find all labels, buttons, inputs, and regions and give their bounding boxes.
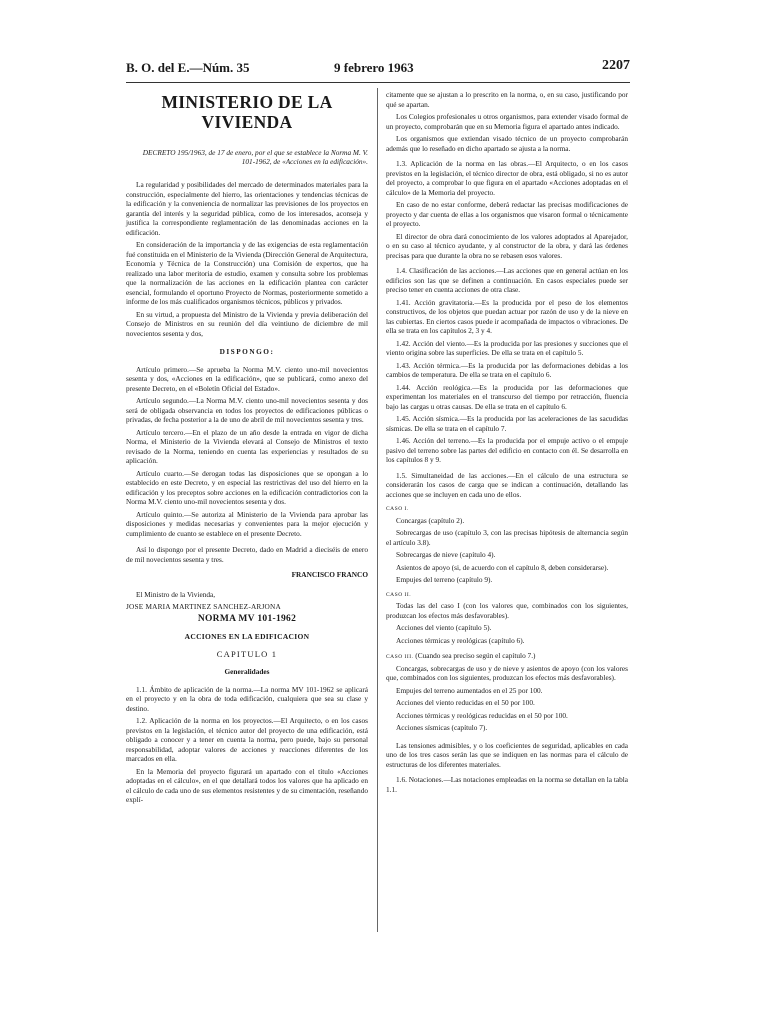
case-item: Acciones térmicas y reológicas reducidas en el 50 por 100. (396, 710, 568, 720)
case-item: Concargas, sobrecargas de uso y de nieve y asientos de apoyo (con los valores que, combinados con los siguientes, produzcan los efectos más desfavorables). (386, 663, 628, 682)
body-paragraph: En caso de no estar conforme, deberá redactar las precisas modificaciones de proyecto y dar cuenta de ellas a los organismos que visaron formal o técnicamente el proyecto. (386, 200, 628, 228)
body-paragraph: 1.41. Acción gravitatoria.—Es la producida por el peso de los elementos constructivos, de los objetos que puedan actuar por razón de uso y de la nieve en las cubiertas. En ciertos casos puede ir acompañada de impactos o vibraciones. De ella se trata en los capítulos 2, 3 y 4. (386, 297, 628, 335)
intro-paragraph: En su virtud, a propuesta del Ministro de la Vivienda y previa deliberación del Consejo de Ministros en su reunión del día veintiuno de diciembre de mil novecientos sesenta y dos, (126, 309, 368, 338)
body-paragraph: El director de obra dará conocimiento de los valores adoptados al Aparejador, o en su caso al técnico ayudante, y al constructor de la obra, y dará las órdenes precisas para que durante la obra no se rebasen esos valores. (386, 231, 628, 260)
article-paragraph: Artículo cuarto.—Se derogan todas las disposiciones que se opongan a lo establecido en este Decreto, y en especial las restrictivas del uso del hierro en la edificación y los preceptos sobre acciones en la edificación contradictorios con la Norma M.V. ciento uno-mil novecientos sesenta y dos. (126, 468, 368, 506)
case-item: Empujes del terreno (capítulo 9). (396, 575, 493, 584)
norma-paragraph: 1.1. Ámbito de aplicación de la norma.—La norma MV 101-1962 se aplicará en el proyecto y en la obra de toda edificación, cualquiera que sea su clase y destino. (126, 684, 368, 713)
article-paragraph: Artículo quinto.—Se autoriza al Ministerio de la Vivienda para aprobar las disposiciones y medidas necesarias y convenientes para la mejor ejecución y cumplimiento de cuanto se establece en el presente Decreto. (126, 509, 368, 538)
article-paragraph: Artículo primero.—Se aprueba la Norma M.V. ciento uno-mil novecientos sesenta y dos, «Acciones en la edificación», que se publicará, como anexo del presente Decreto, en el «Boletín Oficial del Estado». (126, 364, 368, 393)
closing-paragraph: Así lo dispongo por el presente Decreto, dado en Madrid a dieciséis de enero de mil novecientos sesenta y tres. (126, 545, 368, 564)
minister-title: El Ministro de la Vivienda, (136, 589, 216, 599)
norma-paragraph: 1.2. Aplicación de la norma en los proyectos.—El Arquitecto, o en los casos previstos en la legislación, el técnico autor del proyecto de una edificación, está obligado a conocer y a tener en cuenta la norma, pero puede, bajo su personal responsabilidad, adoptar valores de acciones y reacciones diferentes de los marcados en ella. (126, 716, 368, 763)
body-paragraph: 1.6. Notaciones.—Las notaciones empleadas en la norma se detallan en la tabla 1.1. (386, 775, 628, 794)
body-paragraph: 1.5. Simultaneidad de las acciones.—En el cálculo de una estructura se considerarán los casos de carga que se indican a continuación, detallando las acciones que se incluyen en cada uno de ellos. (386, 470, 628, 499)
minister-name: JOSE MARIA MARTINEZ SANCHEZ-ARJONA (126, 602, 281, 611)
case-item: Sobrecargas de uso (capítulo 3, con las precisas hipótesis de alternancia según el artículo 3.8). (386, 528, 628, 547)
body-paragraph: 1.46. Acción del terreno.—Es la producida por el empuje activo o el empuje pasivo del terreno sobre las partes del edificio en contacto con él. Se desarrolla en los capítulos 8 y 9. (386, 436, 628, 464)
article-paragraph: Artículo segundo.—La Norma M.V. ciento uno-mil novecientos sesenta y dos será de obligada observancia en todos los proyectos de edificaciones públicas o privadas, de fecha posterior a la de uno de abril de mil novecientos sesenta y tres. (126, 396, 368, 424)
case-item: Todas las del caso I (con los valores que, combinados con los siguientes, produzcan los efectos más desfavorables). (386, 601, 628, 620)
header-rule (126, 82, 630, 83)
case-label: CASO II. (386, 591, 412, 598)
intro-paragraph: En consideración de la importancia y de las exigencias de esta reglamentación fué constituida en el Ministerio de la Vivienda (Dirección General de Arquitectura, Economía y Técnica de la Construcción) una Comisión de expertos, que ha realizado una labor meritoria de estudio, examen y consulta sobre los problemas que la normalización de las acciones en la edificación plantea con carácter esencial, formulando el oportuno Proyecto de Normas, posteriormente sometido a informe de los más cualificados organismos técnicos, públicos y privados. (126, 240, 368, 306)
body-paragraph: Las tensiones admisibles, y o los coeficientes de seguridad, aplicables en cada uno de los tres casos serán las que se indiquen en las normas para el cálculo de estructuras de los diferentes materiales. (386, 740, 628, 769)
case-item: Sobrecargas de nieve (capítulo 4). (396, 550, 496, 559)
acciones-title: ACCIONES EN LA EDIFICACION (184, 632, 310, 641)
body-paragraph: 1.45. Acción sísmica.—Es la producida por las aceleraciones de las sacudidas sísmicas. De ella se trata en el capítulo 7. (386, 414, 628, 433)
case-item: Asientos de apoyo (si, de acuerdo con el capítulo 8, deben considerarse). (396, 562, 609, 572)
case-item: Concargas (capítulo 2). (396, 515, 465, 525)
article-paragraph: Artículo tercero.—En el plazo de un año desde la entrada en vigor de dicha Norma, el Ministerio de la Vivienda elevará al Consejo de Ministros el texto revisado de la Norma, teniendo en cuenta las experiencias y resultados de su aplicación. (126, 427, 368, 465)
case-item: Acciones sísmicas (capítulo 7). (396, 723, 488, 732)
signer-name: FRANCISCO FRANCO (291, 570, 368, 579)
case-intro: (Cuando sea preciso según el capítulo 7.) (415, 651, 536, 660)
page-number: 2207 (602, 58, 630, 73)
case-item: Acciones térmicas y reológicas (capítulo 6). (396, 635, 525, 645)
decree-title: DECRETO 195/1963, de 17 de enero, por el que se establece la Norma M. V. 101-1962, de «Acciones en la edificación». (142, 148, 368, 166)
ministry-heading: MINISTERIO DE LA VIVIENDA (161, 92, 333, 132)
body-paragraph: Los organismos que extiendan visado técnico de un proyecto comprobarán además que lo reseñado en dicho apartado se ajusta a la norma. (386, 134, 628, 153)
body-paragraph: Los Colegios profesionales u otros organismos, para extender visado formal de un proyecto, comprobarán que en su Memoria figura el apartado antes indicado. (386, 112, 628, 131)
norma-title: NORMA MV 101-1962 (197, 613, 297, 624)
left-column (126, 90, 368, 808)
case-label (386, 651, 628, 663)
chapter-title: CAPITULO 1 (216, 648, 278, 659)
publication-date: 9 febrero 1963 (334, 60, 414, 75)
column-divider (377, 88, 378, 932)
body-paragraph: 1.42. Acción del viento.—Es la producida por las presiones y succiones que el viento origina sobre las superficies. De ella se trata en el capítulo 5. (386, 338, 628, 357)
body-paragraph: citamente que se ajustan a lo prescrito en la norma, o, en su caso, justificando por qué se apartan. (386, 90, 628, 109)
case-item: Acciones del viento reducidas en el 50 por 100. (396, 698, 535, 707)
norma-paragraph: En la Memoria del proyecto figurará un apartado con el título «Acciones adoptadas en el cálculo», en el que detallará todos los valores que ha aplicado en el cálculo de cada uno de sus elementos resistentes y de su cimentación, reseñando explí- (126, 766, 368, 804)
case-label-text: CASO III. (386, 654, 414, 660)
page-header (126, 58, 630, 82)
body-paragraph: 1.4. Clasificación de las acciones.—Las acciones que en general actúan en los edificios son las que se definen a continuación. En casos especiales puede ser preciso tener en cuenta acciones de otra clase. (386, 266, 628, 294)
publication-name: B. O. del E.—Núm. 35 (126, 60, 250, 75)
body-paragraph: 1.43. Acción térmica.—Es la producida por las deformaciones debidas a los cambios de temperatura. De ella se trata en el capítulo 6. (386, 360, 628, 379)
body-paragraph: 1.3. Aplicación de la norma en las obras.—El Arquitecto, o en los casos previstos en la legislación, el técnico director de obra, está obligado, si no es autor del proyecto, a comprobar lo que figura en el apartado «Acciones adoptadas en el cálculo» de la Memoria del proyecto. (386, 159, 628, 197)
intro-paragraph: La regularidad y posibilidades del mercado de determinados materiales para la construcción, especialmente del hierro, las orientaciones y tendencias técnicas de la edificación y la conveniencia de normalizar las previsiones de los proyectos en garantía del interés y la seguridad pública, como de los interesados, aconseja y justifica la correspondiente reglamentación de las denominadas acciones en la edificación. (126, 180, 368, 237)
case-label: CASO I. (386, 506, 409, 512)
dispongo-heading: DISPONGO: (219, 347, 275, 356)
case-item: Acciones del viento (capítulo 5). (396, 623, 492, 632)
case-item: Empujes del terreno aumentados en el 25 por 100. (396, 685, 543, 695)
section-title: Generalidades (224, 667, 270, 676)
body-paragraph: 1.44. Acción reológica.—Es la producida por las deformaciones que experimentan los materiales en el transcurso del tiempo por retracción, fluencia bajo las cargas u otras causas. De ella se trata en el capítulo 6. (386, 382, 628, 411)
right-column (386, 90, 628, 797)
